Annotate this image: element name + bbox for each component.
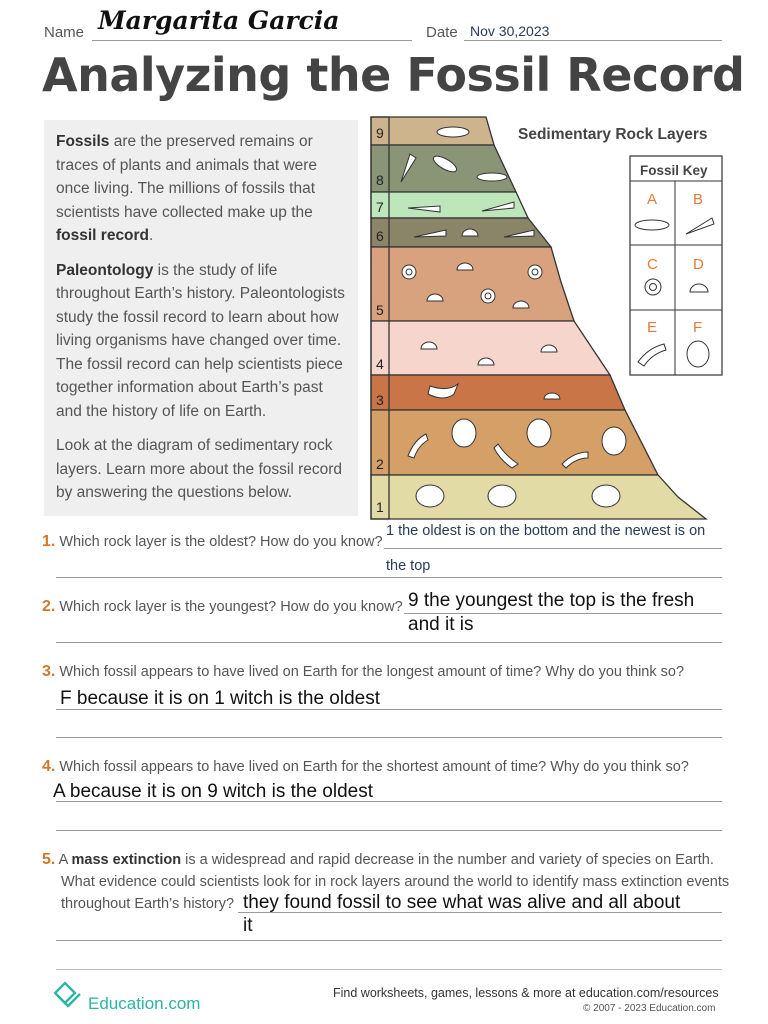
answer-3-line-a bbox=[56, 709, 722, 710]
footer-divider bbox=[56, 969, 722, 970]
key-fossil-f-trilobite bbox=[687, 341, 709, 367]
diagram-title: Sedimentary Rock Layers bbox=[518, 126, 708, 143]
answer-1-text-1[interactable]: 1 the oldest is on the bottom and the newest is on bbox=[386, 523, 706, 539]
key-letter-e: E bbox=[647, 319, 658, 336]
answer-5-text-1[interactable]: they found fossil to see what was alive and all about bbox=[243, 892, 681, 913]
layer-number-1: 1 bbox=[376, 499, 384, 515]
key-letter-c: C bbox=[647, 256, 658, 273]
layer-number-5: 5 bbox=[376, 302, 384, 318]
footer-resources-link[interactable]: Find worksheets, games, lessons & more at education.com/resources bbox=[333, 986, 719, 1000]
key-fossil-c-spiral-shell bbox=[645, 279, 661, 295]
date-value[interactable]: Nov 30,2023 bbox=[470, 23, 550, 39]
answer-4-text[interactable]: A because it is on 9 witch is the oldest bbox=[53, 781, 374, 802]
answer-2-text-2[interactable]: and it is bbox=[408, 614, 474, 635]
page-title: Analyzing the Fossil Record bbox=[42, 48, 745, 102]
rock-layer-3 bbox=[371, 375, 625, 410]
footer-copyright: © 2007 - 2023 Education.com bbox=[583, 1003, 716, 1014]
answer-2-text-1[interactable]: 9 the youngest the top is the fresh bbox=[408, 590, 695, 611]
key-letter-d: D bbox=[693, 256, 704, 273]
answer-1-text-2[interactable]: the top bbox=[386, 558, 431, 574]
layer-number-6: 6 bbox=[376, 228, 384, 244]
intro-paragraph-3: Look at the diagram of sedimentary rock layers. Learn more about the fossil record by answering the questions below. bbox=[56, 437, 343, 501]
intro-paragraph-1: Fossils are the preserved remains or traces of plants and animals that were once living. The millions of fossils that scientists have collected make up the fossil record. bbox=[56, 133, 318, 244]
name-value[interactable]: Margarita Garcia bbox=[98, 6, 340, 35]
answer-1-line-b bbox=[56, 577, 722, 578]
fossil-key-title: Fossil Key bbox=[640, 163, 708, 178]
intro-paragraph-2: Paleontology is the study of life throughout Earth’s history. Paleontologists study the fossil record to learn about how living organisms have changed over time. The fossil record can help scientists piece together information about Earth’s past and the history of life on Earth. bbox=[56, 261, 345, 420]
layer-number-7: 7 bbox=[376, 199, 384, 215]
name-underline bbox=[92, 40, 412, 41]
question-4: 4. Which fossil appears to have lived on Earth for the shortest amount of time? Why do you think so? bbox=[42, 758, 689, 775]
rock-layers-diagram bbox=[368, 114, 728, 520]
layer-number-4: 4 bbox=[376, 356, 384, 372]
question-2: 2. Which rock layer is the youngest? How do you know? bbox=[42, 598, 403, 615]
question-5-line-3: throughout Earth’s history? bbox=[61, 896, 235, 912]
key-fossil-a-fish bbox=[635, 220, 669, 230]
layer-number-9: 9 bbox=[376, 125, 384, 141]
rock-layer-4 bbox=[371, 321, 610, 375]
answer-2-line-b bbox=[56, 642, 722, 643]
layer-number-3: 3 bbox=[376, 392, 384, 408]
name-label: Name bbox=[44, 24, 85, 41]
answer-1-line-a bbox=[384, 548, 722, 549]
answer-4-line-b bbox=[56, 830, 722, 831]
answer-5-line-b bbox=[56, 940, 722, 941]
date-label: Date bbox=[426, 24, 458, 41]
question-5-line-2: What evidence could scientists look for in rock layers around the world to identify mass extinction events bbox=[61, 874, 730, 890]
question-3: 3. Which fossil appears to have lived on Earth for the longest amount of time? Why do you think so? bbox=[42, 663, 685, 680]
key-letter-a: A bbox=[647, 191, 658, 208]
question-1: 1. Which rock layer is the oldest? How do you know? bbox=[42, 533, 383, 550]
answer-3-line-b bbox=[56, 737, 722, 738]
answer-4-line-a bbox=[56, 801, 722, 802]
answer-5-text-2[interactable]: it bbox=[243, 915, 253, 936]
intro-box bbox=[44, 120, 358, 516]
education-logo-icon bbox=[52, 978, 84, 1010]
date-underline bbox=[464, 40, 722, 41]
question-5: 5. A mass extinction is a widespread and rapid decrease in the number and variety of species on Earth. bbox=[42, 851, 714, 868]
education-logo-text[interactable]: Education.com bbox=[88, 994, 201, 1013]
rock-layer-5 bbox=[371, 247, 574, 321]
fossil-key bbox=[630, 156, 722, 375]
answer-3-text[interactable]: F because it is on 1 witch is the oldest bbox=[60, 688, 380, 709]
key-letter-b: B bbox=[693, 191, 704, 208]
layer-number-8: 8 bbox=[376, 172, 384, 188]
key-letter-f: F bbox=[693, 319, 703, 336]
layer-number-2: 2 bbox=[376, 456, 384, 472]
